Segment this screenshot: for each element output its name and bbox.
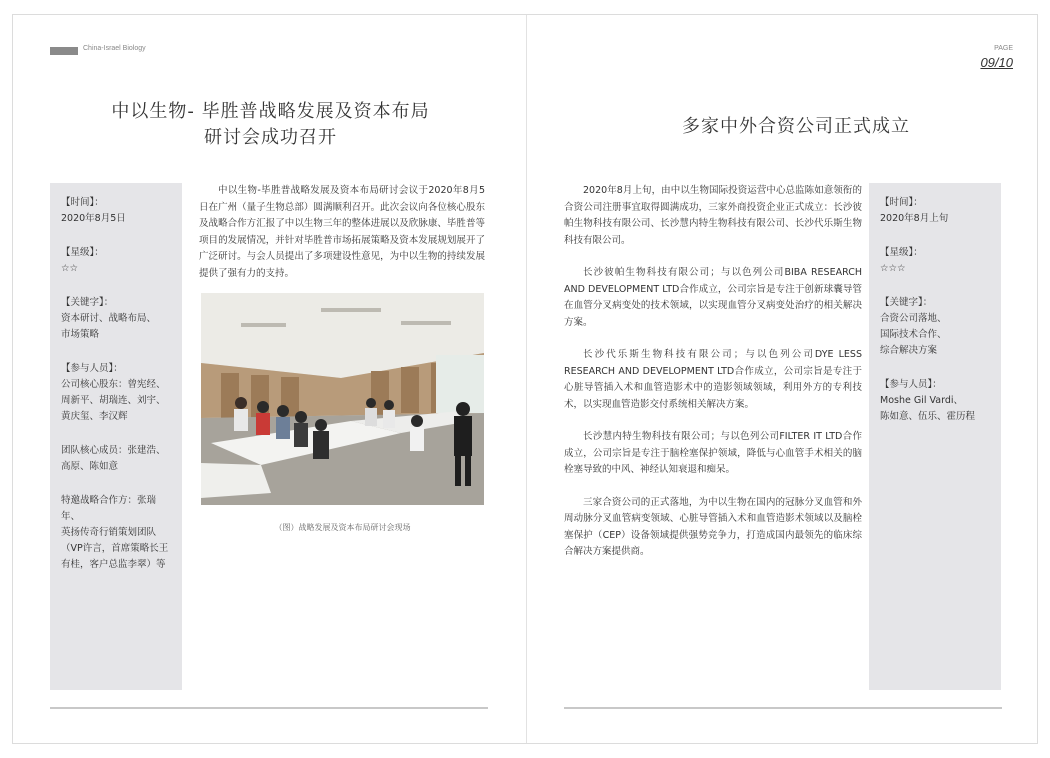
sidebar-text: 团队核心成员：张建浩、 高原、陈如意: [61, 445, 166, 472]
right-paragraph: 长沙彼帕生物科技有限公司；与以色列公司BIBA RESEARCH AND DEVELOPMENT LTD合作成立，公司宗旨是专注于创新球囊导管在血管分叉病变处的技术领域，以实现血管分叉病变处治疗的相关解决方案。: [564, 267, 862, 328]
right-paragraph: 2020年8月上旬，由中以生物国际投资运营中心总监陈如意领衔的合资公司注册事宜取得圆满成功，三家外商投资企业正式成立：长沙彼帕生物科技有限公司、长沙慧内特生物科技有限公司、长沙代乐斯生物科技有限公司。: [564, 185, 862, 246]
right-paragraph: 长沙代乐斯生物科技有限公司；与以色列公司DYE LESS RESEARCH AND DEVELOPMENT LTD合作成立，公司宗旨是专注于心脏导管插入术和血管造影术中的造影领域领域，利用外方的专利技术，以实现血管造影交付系统相关解决方案。: [564, 349, 862, 410]
sidebar-section: [880, 245, 991, 277]
right-article-body: [564, 183, 862, 577]
sidebar-text: 公司核心股东：曾宪经、 周新平、胡瑞连、刘宇、 黄庆玺、李汉辉: [61, 379, 166, 422]
sidebar-section: [61, 493, 172, 573]
sidebar-heading: 【关键字】：: [880, 297, 933, 308]
left-paragraph: 中以生物-毕胜普战略发展及资本布局研讨会议于2020年8月5日在广州（量子生物总部）圆满顺利召开。此次会议向各位核心股东及战略合作方汇报了中以生物三年的整体进展以及欣脉康、毕胜普等项目的发展情况，并针对毕胜普市场拓展策略及资本发展规划展开了广泛研讨。与会人员提出了多项建设性意见，为中以生物的持续发展提供了强有力的支持。: [199, 185, 485, 279]
sidebar-text: 2020年8月上旬: [880, 213, 949, 224]
right-page: [526, 15, 1039, 743]
sidebar-text: Moshe Gil Vardi、 陈如意、伍乐、霍历程: [880, 395, 976, 422]
sidebar-text: 资本研讨、战略布局、 市场策略: [61, 313, 157, 340]
right-paragraph: 三家合资公司的正式落地，为中以生物在国内的冠脉分叉血管和外周动脉分叉血管病变领域、心脏导管插入术和血管造影术领域以及脑栓塞保护（CEP）设备领域提供强势竞争力，打造成国内最领先的临床综合解决方案提供商。: [564, 496, 862, 557]
right-article-title: 多家中外合资公司正式成立: [682, 116, 910, 137]
right-paragraph: 长沙慧内特生物科技有限公司；与以色列公司FILTER IT LTD合作成立，公司宗旨是专注于脑栓塞保护领域，降低与心血管手术相关的脑栓塞导致的中风、神经认知衰退和痴呆。: [564, 431, 862, 475]
sidebar-section: [61, 245, 172, 277]
magazine-spread: [12, 14, 1038, 744]
sidebar-heading: 【参与人员】：: [61, 363, 123, 374]
sidebar-text: 2020年8月5日: [61, 213, 126, 224]
sidebar-text: ☆☆: [61, 263, 79, 274]
sidebar-heading: 【星级】：: [880, 247, 923, 258]
sidebar-heading: 【时间】：: [61, 197, 104, 208]
sidebar-section: [880, 195, 991, 227]
sidebar-heading: 【参与人员】：: [880, 379, 942, 390]
meeting-room-image: [201, 293, 484, 505]
sidebar-section: [61, 295, 172, 343]
sidebar-section: [880, 295, 991, 359]
sidebar-text: ☆☆☆: [880, 263, 906, 274]
sidebar-text: 合资公司落地、 国际技术合作、 综合解决方案: [880, 313, 947, 356]
sidebar-section: [61, 195, 172, 227]
sidebar-heading: 【关键字】：: [61, 297, 114, 308]
left-info-sidebar: [50, 183, 182, 690]
sidebar-heading: 【时间】：: [880, 197, 923, 208]
page-number: 09/10: [980, 55, 1013, 70]
brand-label: China-Israel Biology: [83, 45, 146, 52]
sidebar-section: [880, 377, 991, 425]
left-page: [13, 15, 527, 743]
sidebar-text: 特邀战略合作方：张瑞年、 英扬传奇行销策划团队 （VP许言，首席策略长王 有桂，客户总监李翠）等: [61, 495, 169, 570]
left-bottom-rule: [50, 707, 488, 709]
right-bottom-rule: [564, 707, 1002, 709]
photo-caption: （图）战略发展及资本布局研讨会现场: [274, 523, 411, 532]
sidebar-section: [61, 443, 172, 475]
right-info-sidebar: [869, 183, 1001, 690]
sidebar-heading: 【星级】：: [61, 247, 104, 258]
meeting-photo: [201, 293, 484, 505]
page-label: PAGE: [994, 45, 1013, 52]
left-article-body: [199, 183, 485, 298]
left-article-title: 中以生物- 毕胜普战略发展及资本布局 研讨会成功召开: [111, 101, 430, 148]
header-bar: [50, 47, 78, 55]
sidebar-section: [61, 361, 172, 425]
